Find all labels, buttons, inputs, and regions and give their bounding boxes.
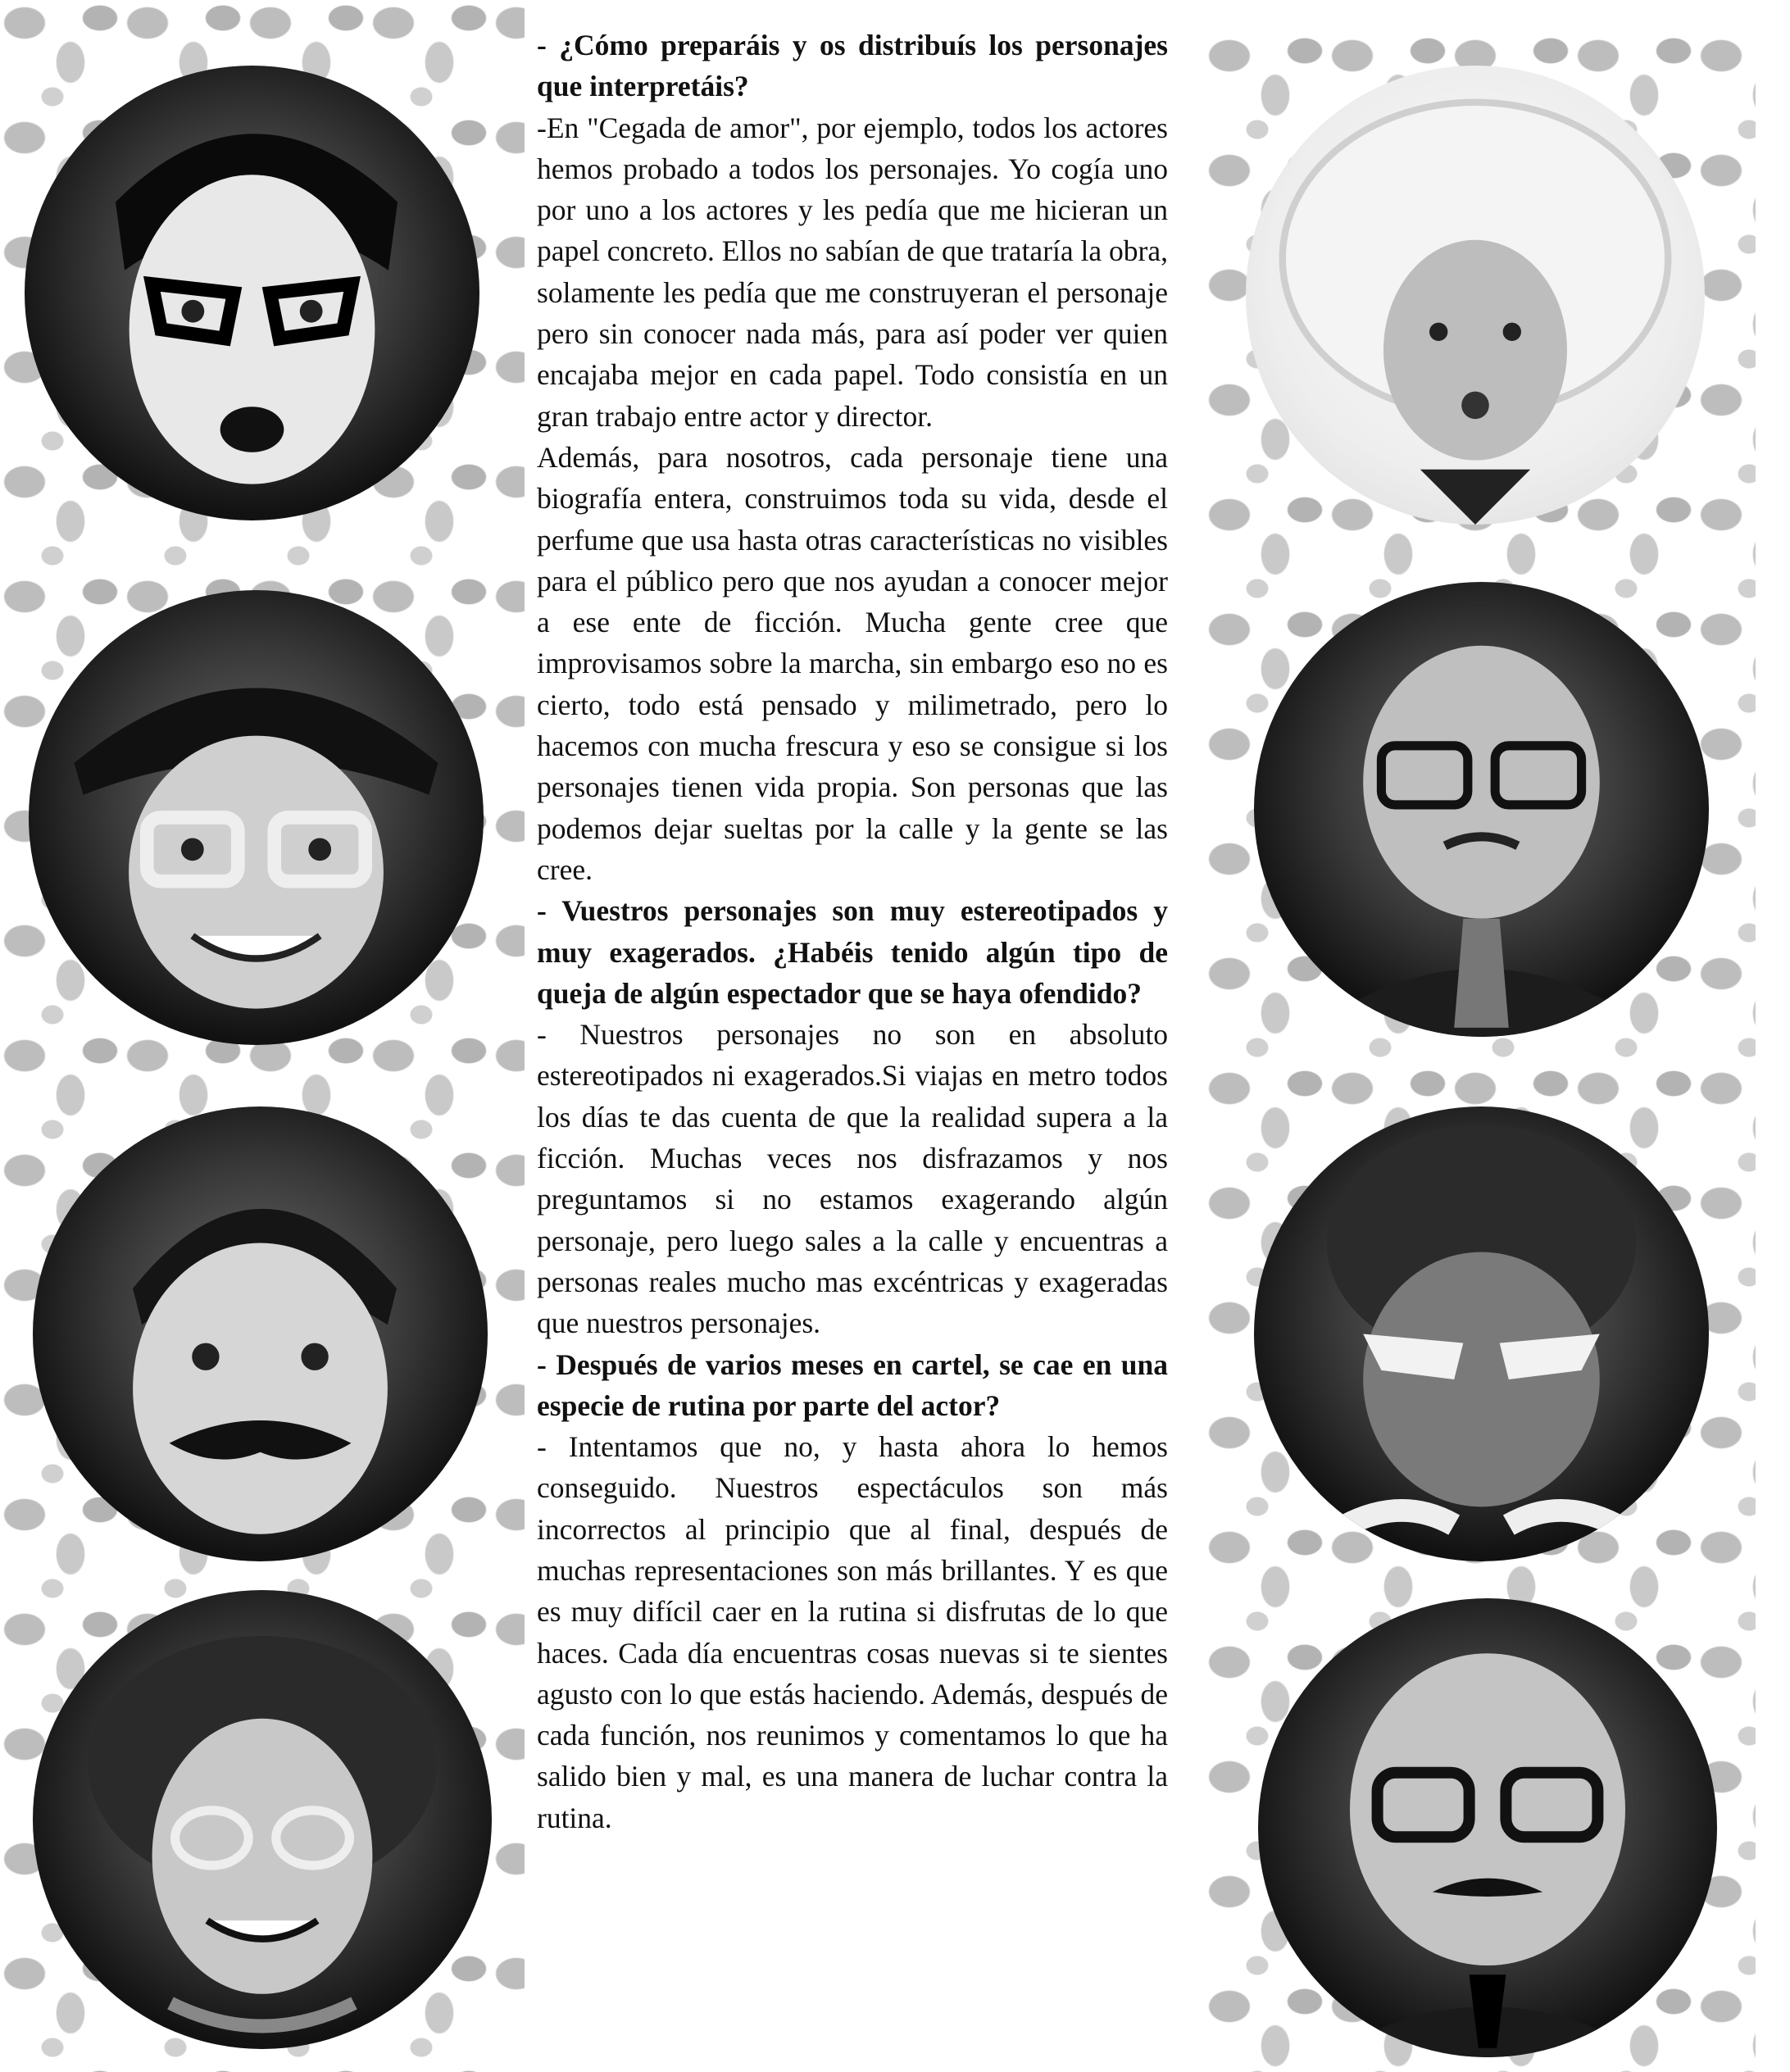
portrait-man-cap-glasses	[29, 590, 484, 1045]
portrait-blonde-wig-image	[1246, 66, 1705, 525]
interview-answer-3: - Intentamos que no, y hasta ahora lo hemos conseguido. Nuestros espectáculos son más incorrectos al principio que al final, después de muchas representaciones son más brillantes. Y es que es muy difícil caer en la rutina si disfrutas de lo que haces. Cada día encuentras cosas nuevas si te sientes agusto con lo que estás haciendo. Además, después de cada función, nos reunimos y comentamos lo que ha salido bien y mal, es una manera de luchar contra la rutina.	[537, 1430, 1168, 1834]
interview-article	[537, 25, 1168, 1838]
interview-answer-2: - Nuestros personajes no son en absoluto estereotipados ni exagerados.Si viajas en metro todos los días te das cuenta de que la realidad supera a la ficción. Muchas veces nos disfrazamos y nos preguntamos si no estamos exagerando algún personaje, pero luego sales a la calle y encuentras a personas reales mucho mas excéntricas y exageradas que nuestros personajes.	[537, 1018, 1168, 1340]
interview-question-3: - Después de varios meses en cartel, se cae en una especie de rutina por parte del actor?	[537, 1347, 1168, 1422]
portrait-man-mustache-image	[33, 1106, 488, 1561]
portrait-woman-curly-hair-image	[33, 1590, 492, 2049]
portrait-woman-cat-eye-glasses	[25, 66, 479, 520]
interview-answer-1-continued: Además, para nosotros, cada personaje tiene una biografía entera, construimos toda su vida, desde el perfume que usa hasta otras características no visibles para el público pero que nos ayudan a conocer mejor a ese ente de ficción. Mucha gente cree que improvisamos sobre la marcha, sin embargo eso no es cierto, todo está pensado y milimetrado, pero lo hacemos con mucha frescura y eso se consigue si los personajes tienen vida propia. Son personas que las podemos dejar sueltas por la calle y la gente se las cree.	[537, 440, 1168, 886]
portrait-bald-man-glasses-mustache-image	[1258, 1598, 1717, 2057]
portrait-bald-man-glasses-mustache	[1258, 1598, 1717, 2057]
portrait-woman-curly-hair	[33, 1590, 492, 2049]
portrait-older-man-glasses-tie-image	[1254, 582, 1709, 1037]
portrait-woman-beehive-sunglasses	[1254, 1106, 1709, 1561]
interview-question-2: - Vuestros personajes son muy estereotipados y muy exagerados. ¿Habéis tenido algún tipo de queja de algún espectador que se haya ofendido?	[537, 894, 1168, 1010]
portrait-older-man-glasses-tie	[1254, 582, 1709, 1037]
portrait-woman-beehive-sunglasses-image	[1254, 1106, 1709, 1561]
portrait-man-cap-glasses-image	[29, 590, 484, 1045]
portrait-man-mustache	[33, 1106, 488, 1561]
interview-question-1: - ¿Cómo preparáis y os distribuís los personajes que interpretáis?	[537, 29, 1168, 103]
portrait-blonde-wig	[1246, 66, 1705, 525]
portrait-woman-cat-eye-glasses-image	[25, 66, 479, 520]
interview-answer-1: -En "Cegada de amor", por ejemplo, todos los actores hemos probado a todos los personajes. Yo cogía uno por uno a los actores y les pedía que me hicieran un papel concreto. Ellos no sabían de que trataría la obra, solamente les pedía que me construyeran el personaje pero sin conocer nada más, para así poder ver quien encajaba mejor en cada papel. Todo consistía en un gran trabajo entre actor y director.	[537, 111, 1168, 433]
